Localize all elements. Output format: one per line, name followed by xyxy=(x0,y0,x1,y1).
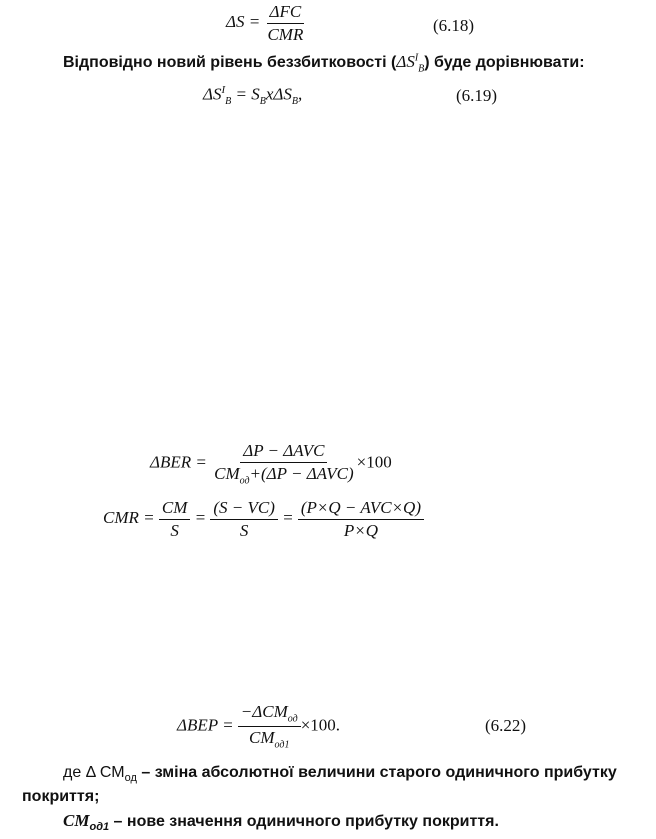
definition-delta-cm: де Δ $СМ_{од}$ – зміна абсолютної величини старого одиничного прибутку xyxy=(63,764,617,785)
eq-cmr-fraction-2: $\frac{(S - VC)}{S}$ xyxy=(210,498,278,540)
eq-6-19-label: (6.19) xyxy=(456,86,498,105)
equation-6-19: $\Delta S^I_B = S_Bx\Delta S_B$, xyxy=(203,84,303,108)
eq-ber-lhs: ΔBER = xyxy=(150,452,207,472)
eq-6-22-tail: ×100. xyxy=(300,715,341,735)
equation-6-18 xyxy=(226,2,306,44)
equation-cmr: CMR = $\frac{CM}{S}$ = $\frac{(S - VC)}{S}$ = $\frac{\text{(P×Q − AVC×Q)}}{P\times Q}$ xyxy=(103,498,424,540)
eq-6-18-label: (6.18) xyxy=(433,16,475,35)
equation-6-22 xyxy=(177,702,340,751)
eq-6-22-numerator: $-\Delta CM_{од}$ xyxy=(238,702,301,727)
eq-ber-tail: ×100 xyxy=(356,452,392,472)
definition-delta-cm-continued: покриття; xyxy=(22,788,100,805)
paragraph-symbol: $\Delta S^I_B$ xyxy=(396,52,425,75)
eq-ber-fraction xyxy=(211,441,357,486)
paragraph-breakeven-intro xyxy=(63,52,585,74)
eq-cmr-fraction-3: $\frac{\text{(P×Q − AVC×Q)}}{P\times Q}$ xyxy=(298,498,424,540)
eq-6-22-fraction xyxy=(238,702,301,751)
eq-6-18-fraction xyxy=(264,2,306,44)
paragraph-text-start: Відповідно новий рівень беззбитковості ( xyxy=(63,54,397,71)
definition-cm-new: $СМ_{од1}$ – нове значення одиничного прибутку покриття. xyxy=(63,811,499,834)
eq-ber-denominator: $CM_{од}+(\Delta P - \Delta AVC)$ xyxy=(214,463,354,486)
eq-6-22-denominator: $CM_{од1}$ xyxy=(249,727,290,751)
eq-cmr-fraction-1: $\frac{CM}{S}$ xyxy=(159,498,191,540)
eq-6-18-denominator: CMR xyxy=(267,24,304,44)
eq-ber-numerator: ΔP − ΔAVC xyxy=(240,441,327,463)
eq-6-22-lhs: ΔBEP = xyxy=(177,715,234,735)
eq-cmr-lhs: CMR = xyxy=(103,507,155,527)
paragraph-text-end: ) буде дорівнювати: xyxy=(424,54,585,71)
equation-delta-ber xyxy=(150,441,392,486)
eq-6-18-lhs: ΔS = xyxy=(226,11,261,31)
eq-6-18-numerator: ΔFC xyxy=(267,2,305,24)
eq-6-22-label: (6.22) xyxy=(485,716,527,735)
